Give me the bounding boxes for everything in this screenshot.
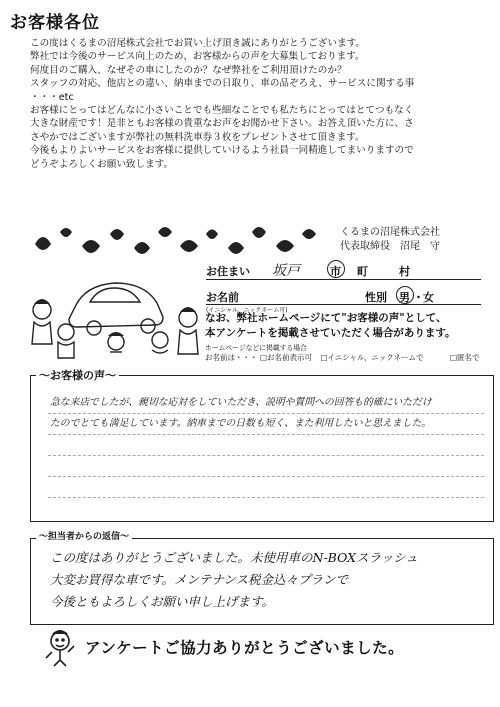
voice-rule bbox=[48, 455, 484, 456]
voice-rule bbox=[48, 497, 484, 498]
reply-line: この度はありがとうございました。未使用車のN-BOXスラッシュ bbox=[50, 550, 419, 565]
voice-rule bbox=[48, 476, 484, 477]
address-underline bbox=[206, 279, 481, 280]
address-label: お住まい bbox=[206, 265, 250, 278]
reply-line: 大変お買得な車です。メンテナンス税金込々プランで bbox=[50, 572, 349, 587]
female-option[interactable]: 女 bbox=[423, 291, 434, 304]
reply-line: 今後ともよろしくお願い申し上げます。 bbox=[50, 594, 275, 609]
notice-line: 本アンケートを掲載させていただく場合があります。 bbox=[205, 327, 456, 339]
town-label: 町 bbox=[357, 265, 368, 278]
intro-line: お客様にとってはどんなに小さいことでも些細なことでも私たちにとってはとてつもなく bbox=[30, 105, 414, 117]
name-options-prefix: お名前は・・・ bbox=[205, 353, 258, 362]
intro-line: スタッフの対応、他店との違い、納車までの日取り、車の品ぞろえ、サービスに関する事 bbox=[30, 78, 415, 90]
gender-separator: ・ bbox=[413, 291, 424, 304]
intro-line: 今後もよりよいサービスをお客様に提供していけるよう社員一同精進してまいりますので bbox=[30, 145, 414, 157]
thanks-message: アンケートご協力ありがとうございました。 bbox=[85, 639, 405, 657]
city-label: 市 bbox=[330, 265, 341, 278]
intro-line: ・・・etc bbox=[30, 91, 74, 103]
intro-line: 大きな財産です！是非ともお客様の貴重なお声をお聞かせ下さい。お答え頂いた方に、さ bbox=[30, 118, 414, 130]
gender-label: 性別 bbox=[365, 291, 387, 304]
notice-text bbox=[205, 311, 456, 341]
option-initial[interactable]: □イニシャル、ニックネームで bbox=[320, 353, 424, 362]
intro-line: この度はくるまの沼尾株式会社でお買い上げ頂き誠にありがとうございます。 bbox=[30, 38, 366, 49]
company-signature bbox=[340, 226, 440, 254]
mascot-icon bbox=[42, 628, 78, 668]
notice-line: なお、弊社ホームページにて"お客様の声"として、 bbox=[205, 312, 447, 324]
page-title: お客様各位 bbox=[10, 13, 100, 33]
staff-reply-text bbox=[50, 547, 480, 613]
intro-line: 何度目のご購入、なぜその車にしたのか？なぜ弊社をご利用頂けたのか？ bbox=[30, 64, 347, 76]
voice-line: 急な来店でしたが、親切な応対をしていただき、説明や質問への回答も的確にいただけ bbox=[50, 397, 432, 408]
car-family-illustration bbox=[20, 262, 205, 360]
option-anonymous[interactable]: □匿名で bbox=[449, 353, 480, 362]
village-label: 村 bbox=[399, 265, 410, 278]
intro-line: さやかではございますが弊社の無料洗車券３枚をプレゼントさせて頂きます。 bbox=[30, 131, 365, 143]
intro-line: 弊社では今後のサービス向上のため、お客様からの声を大募集しております。 bbox=[30, 51, 365, 63]
male-option[interactable]: 男 bbox=[399, 291, 410, 304]
address-field[interactable]: 坂戸 bbox=[272, 263, 300, 279]
staff-reply-title: ～担当者からの返信～ bbox=[36, 529, 132, 542]
homepage-note: ホームページなどに掲載する場合 bbox=[205, 344, 307, 352]
customer-voice-title: ～お客様の声～ bbox=[36, 367, 119, 383]
intro-text bbox=[30, 37, 495, 171]
company-name: くるまの沼尾株式会社 bbox=[340, 227, 440, 238]
name-hint: (イニシャル、ニックネーム可) bbox=[206, 307, 288, 314]
intro-line: どうぞよろしくお願い致します。 bbox=[30, 158, 174, 170]
voice-rule bbox=[48, 434, 484, 435]
option-display-name[interactable]: □お名前表示可 bbox=[259, 353, 312, 362]
name-label: お名前 bbox=[206, 291, 239, 304]
customer-voice-text bbox=[50, 392, 490, 434]
name-display-options bbox=[205, 352, 480, 363]
leaves-decoration bbox=[30, 224, 330, 264]
company-representative: 代表取締役 沼尾 守 bbox=[340, 241, 440, 252]
voice-line: たのでとても満足しています。納車までの日数も短く、また利用したいと思えました。 bbox=[50, 418, 432, 429]
